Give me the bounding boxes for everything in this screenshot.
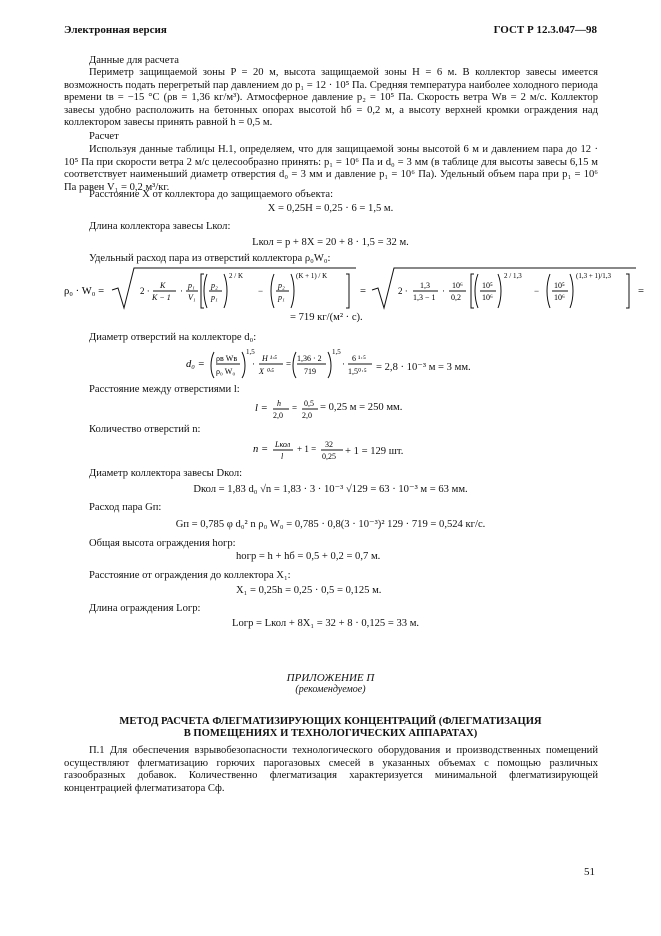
svg-text:2 / 1,3: 2 / 1,3 xyxy=(504,272,522,280)
svg-text:719: 719 xyxy=(304,367,316,376)
text-diam-col: Диаметр коллектора завесы Dкол: xyxy=(89,468,243,479)
text-dist-fence: Расстояние от ограждения до коллектора X₁: xyxy=(89,570,291,581)
svg-text:p₁: p₁ xyxy=(278,293,285,302)
svg-text:2,0: 2,0 xyxy=(302,411,312,420)
svg-text:l: l xyxy=(281,452,284,461)
svg-text:1,3: 1,3 xyxy=(420,281,430,290)
svg-text:p₂: p₂ xyxy=(211,281,218,290)
text-steam-flow: Расход пара Gп: xyxy=(89,502,162,513)
formula-flow-result: = 719 кг/(м² · с). xyxy=(290,312,363,323)
svg-text:+ 1 =: + 1 = xyxy=(297,444,317,454)
formula-dcol: Dкол = 1,83 d₀ √n = 1,83 · 3 · 10⁻³ √129 = 63 · 10⁻³ м = 63 мм. xyxy=(193,484,468,495)
svg-text:Lкол: Lкол xyxy=(275,440,291,449)
svg-text:·: · xyxy=(180,286,183,296)
formula-d0-result: = 2,8 · 10⁻³ м = 3 мм. xyxy=(376,362,471,373)
svg-text:X ⁰·⁵: X ⁰·⁵ xyxy=(259,367,274,376)
text-spec-flow: Удельный расход пара из отверстий коллектора ρ₀W₀: xyxy=(89,253,331,264)
svg-text:2 / K: 2 / K xyxy=(229,272,243,280)
calc-title: Расчет xyxy=(89,131,119,142)
data-title: Данные для расчета xyxy=(89,55,179,66)
header-right: ГОСТ Р 12.3.047—98 xyxy=(493,24,597,36)
svg-text:1,5: 1,5 xyxy=(246,348,255,356)
svg-text:2 ·: 2 · xyxy=(398,286,408,296)
svg-text:−: − xyxy=(534,286,540,296)
svg-text:0,25: 0,25 xyxy=(322,452,336,461)
page-number: 51 xyxy=(584,866,595,878)
svg-text:=: = xyxy=(638,286,644,297)
svg-text:ρ₀ · W₀ =: ρ₀ · W₀ = xyxy=(64,286,105,297)
formula-l-result: = 0,25 м = 250 мм. xyxy=(320,402,403,413)
svg-text:32: 32 xyxy=(325,440,333,449)
svg-text:h: h xyxy=(277,399,281,408)
svg-text:=: = xyxy=(360,286,366,297)
svg-text:6 ¹·⁵: 6 ¹·⁵ xyxy=(352,354,366,363)
svg-text:1,5⁰·⁵: 1,5⁰·⁵ xyxy=(348,367,367,376)
formula-x: X = 0,25H = 0,25 · 6 = 1,5 м. xyxy=(267,203,394,214)
svg-text:K − 1: K − 1 xyxy=(152,293,171,302)
data-paragraph: Периметр защищаемой зоны P = 20 м, высота защищаемой зоны H = 6 м. В коллектор завесы имеется возможность подать перегретый пар давлением до p₁ = 12 · 10⁵ Па. Средняя температура наиболее холодного периода времени tв = −15 °С (ρв = 1,36 кг/м³). Атмосферное давление p₂ = 10⁵ Па. Скорость ветра Wв = 2 м/с. Коллектор завесы удобно расположить на бетонных опорах высотой hб = 0,2 м, а высоту верхней кромки ограждения над коллектором завесы принять равной h = 0,5 м. xyxy=(64,67,598,129)
text-len-col: Длина коллектора завесы Lкол: xyxy=(89,221,231,232)
svg-text:0,2: 0,2 xyxy=(451,293,461,302)
svg-text:2,0: 2,0 xyxy=(273,411,283,420)
svg-text:d₀ =: d₀ = xyxy=(186,359,205,370)
calc-paragraph: Используя данные таблицы Н.1, определяем, что для защищаемой зоны высотой 6 м и давлением пара до 12 · 10⁵ Па при скорости ветра 2 м/с целесообразно принять: p₁ = 10⁶ Па и d₀ = 3 мм (в таблице для высоты завесы 6,15 м соответствует наименьший диаметр отверстия d₀ = 3 мм и давление p₁ = 10⁶ Па). Удельный объем пара при p₁ = 10⁶ Па равен V₁ = 0,2 м³/кг. xyxy=(64,144,598,193)
formula-lfence: Lогр = Lкол + 8X₁ = 32 + 8 · 0,125 = 33 м. xyxy=(232,618,420,629)
svg-text:K: K xyxy=(160,281,166,290)
svg-text:p₁: p₁ xyxy=(211,293,218,302)
text-len-fence: Длина ограждения Lогр: xyxy=(89,603,201,614)
svg-text:·: · xyxy=(252,359,255,369)
svg-text:1,5: 1,5 xyxy=(332,348,341,356)
svg-text:10⁵: 10⁵ xyxy=(482,281,493,290)
appendix-title: ПРИЛОЖЕНИЕ П xyxy=(286,672,375,684)
svg-text:−: − xyxy=(258,286,264,296)
svg-text:ρ₀ W₀: ρ₀ W₀ xyxy=(216,367,236,376)
svg-text:0,5: 0,5 xyxy=(304,399,314,408)
svg-text:10⁶: 10⁶ xyxy=(482,293,493,302)
svg-text:V₁: V₁ xyxy=(188,293,196,302)
svg-text:p₂: p₂ xyxy=(278,281,285,290)
svg-text:1,3 − 1: 1,3 − 1 xyxy=(413,293,436,302)
svg-text:p₁: p₁ xyxy=(188,281,195,290)
svg-text:l =: l = xyxy=(255,403,268,414)
appendix-subtitle: (рекомендуемое) xyxy=(295,684,366,695)
svg-text:2 ·: 2 · xyxy=(140,286,150,296)
text-dist-holes: Расстояние между отверстиями l: xyxy=(89,384,240,395)
svg-text:10⁶: 10⁶ xyxy=(554,293,565,302)
header-left: Электронная версия xyxy=(64,24,167,36)
svg-text:10⁶: 10⁶ xyxy=(452,281,463,290)
formula-len: Lкол = p + 8X = 20 + 8 · 1,5 = 32 м. xyxy=(252,237,409,248)
svg-text:=: = xyxy=(286,359,292,369)
svg-text:H ¹·⁵: H ¹·⁵ xyxy=(262,354,277,363)
formula-n-result: + 1 = 129 шт. xyxy=(345,446,404,457)
formula-flow-symbolic xyxy=(64,264,644,314)
svg-text:·: · xyxy=(342,359,345,369)
formula-n-svg xyxy=(253,438,353,462)
svg-text:10⁵: 10⁵ xyxy=(554,281,565,290)
svg-text:=: = xyxy=(292,403,298,413)
svg-text:·: · xyxy=(442,286,445,296)
svg-text:n =: n = xyxy=(253,444,269,455)
appendix-heading-line1: МЕТОД РАСЧЕТА ФЛЕГМАТИЗИРУЮЩИХ КОНЦЕНТРАЦИЙ (ФЛЕГМАТИЗАЦИЯ xyxy=(119,716,542,727)
formula-gp: Gп = 0,785 φ d₀² n ρ₀ W₀ = 0,785 · 0,8(3 · 10⁻³)² 129 · 719 = 0,524 кг/с. xyxy=(175,519,486,530)
formula-x1: X₁ = 0,25h = 0,25 · 0,5 = 0,125 м. xyxy=(236,585,382,596)
svg-text:(K + 1) / K: (K + 1) / K xyxy=(296,272,328,280)
svg-text:ρв Wв: ρв Wв xyxy=(216,354,238,363)
text-total-h: Общая высота ограждения hогр: xyxy=(89,538,236,549)
appendix-heading-line2: В ПОМЕЩЕНИЯХ И ТЕХНОЛОГИЧЕСКИХ АППАРАТАХ) xyxy=(183,728,478,739)
svg-text:1,36 · 2: 1,36 · 2 xyxy=(297,354,322,363)
svg-text:(1,3 + 1)/1,3: (1,3 + 1)/1,3 xyxy=(576,272,612,280)
text-count-holes: Количество отверстий n: xyxy=(89,424,201,435)
text-diam-holes: Диаметр отверстий на коллекторе d₀: xyxy=(89,332,257,343)
formula-h: hогр = h + hб = 0,5 + 0,2 = 0,7 м. xyxy=(236,551,381,562)
text-dist-x: Расстояние X от коллектора до защищаемого объекта: xyxy=(89,189,334,200)
appendix-paragraph-p1: П.1 Для обеспечения взрывобезопасности технологического оборудования и производственных помещений осуществляют флегматизацию горючих парогазовых смесей в указанных объемах с помощью различных газообразных добавок. Количественно флегматизация характеризуется минимальной флегматизирующей концентрацией флегматизатора Cф. xyxy=(64,745,598,794)
formula-flow-svg xyxy=(64,264,644,314)
formula-n-symbolic xyxy=(253,438,353,462)
